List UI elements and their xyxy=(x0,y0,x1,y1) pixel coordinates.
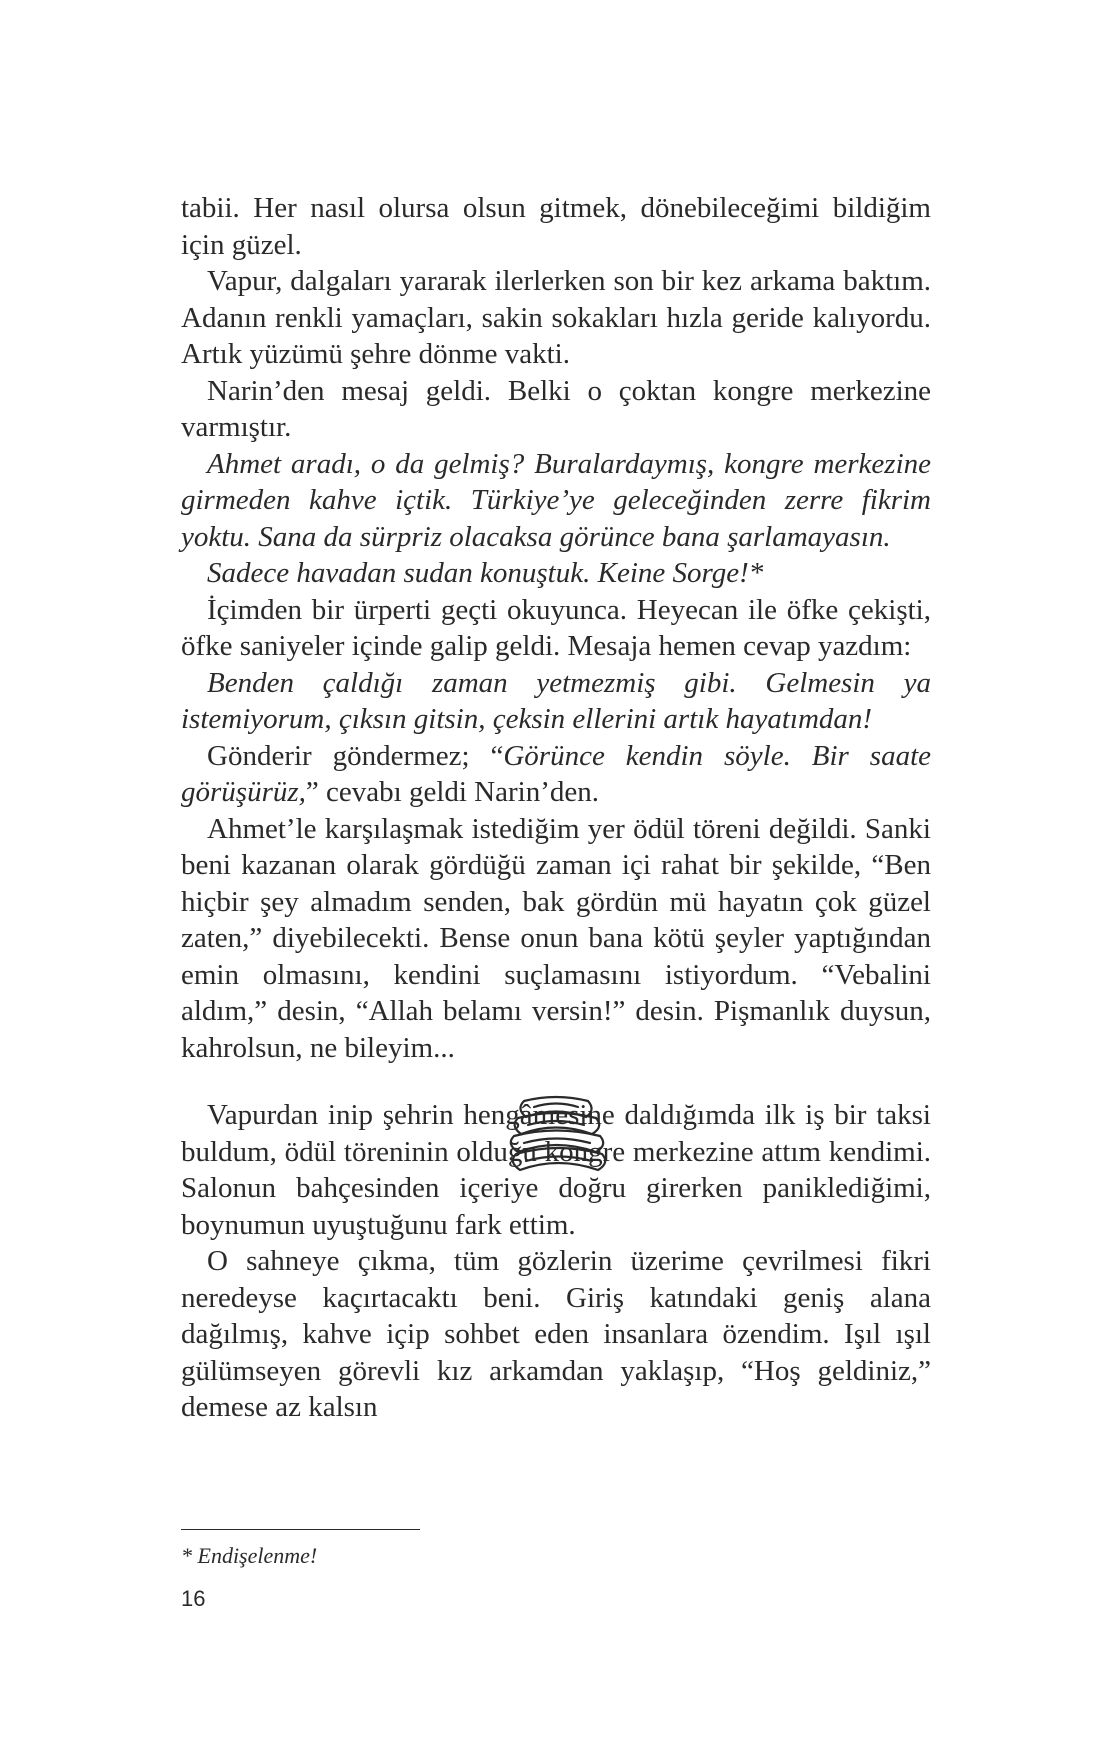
paragraph: O sahneye çıkma, tüm gözlerin üzerime çevrilmesi fikri neredeyse kaçırtacaktı beni. Giriş katındaki geniş alana dağılmış, kahve içip sohbet eden insanlara özendim. Işıl ışıl gülümseyen görevli kız arkamdan yaklaşıp, “Hoş geldiniz,” demese az kalsın xyxy=(181,1245,931,1423)
text-segment: Gönderir göndermez; “ xyxy=(207,739,504,772)
italic-quote: Görünce kendin söyle. Bir saate görüşürüz, xyxy=(181,739,931,808)
paragraph: Narin’den mesaj geldi. Belki o çoktan kongre merkezine varmıştır. xyxy=(181,374,931,443)
text-section-bottom xyxy=(181,1097,931,1426)
italic-message-paragraph: Ahmet aradı, o da gelmiş? Buralardaymış, kongre merkezine girmeden kahve içtik. Türkiye’ye geleceğinden zerre fikrim yoktu. Sana da sürpriz olacaksa görünce bana şarlamayasın. xyxy=(181,447,931,553)
text-segment: ” cevabı geldi Narin’den. xyxy=(305,776,599,808)
paragraph xyxy=(181,738,931,811)
paragraph: Vapurdan inip şehrin hengâmesine daldığımda ilk iş bir taksi buldum, ödül töreninin olduğu kongre merkezine attım kendimi. Salonun bahçesinden içeriye doğru girerken paniklediğimi, boynumun uyuştuğunu fark ettim. xyxy=(181,1099,931,1241)
footnote xyxy=(181,1542,317,1570)
footnote-text: * Endişelenme! xyxy=(181,1543,318,1568)
footnote-divider xyxy=(181,1529,420,1530)
paragraph: tabii. Her nasıl olursa olsun gitmek, dönebileceğimi bildiğim için güzel. xyxy=(181,192,931,261)
paragraph: Vapur, dalgaları yararak ilerlerken son bir kez arkama baktım. Adanın renkli yamaçları, sakin sokakları hızla geride kalıyordu. Artık yüzümü şehre dönme vakti. xyxy=(181,265,931,370)
italic-message-paragraph: Benden çaldığı zaman yetmezmiş gibi. Gelmesin ya istemiyorum, çıksın gitsin, çeksin ellerini artık hayatımdan! xyxy=(181,666,931,735)
paragraph: Ahmet’le karşılaşmak istediğim yer ödül töreni değildi. Sanki beni kazanan olarak gördüğü zaman içi rahat bir şekilde, “Ben hiçbir şey almadım senden, bak gördün mü hayatın çok güzel zaten,” diyebilecekti. Bense onun bana kötü şeyler yaptığından emin olmasını, kendini suçlamasını istiyordum. “Vebalini aldım,” desin, “Allah belamı versin!” desin. Pişmanlık duysun, kahrolsun, ne bileyim... xyxy=(181,812,931,1064)
paragraph: İçimden bir ürperti geçti okuyunca. Heyecan ile öfke çekişti, öfke saniyeler içinde galip geldi. Mesaja hemen cevap yazdım: xyxy=(181,593,931,662)
italic-message-paragraph: Sadece havadan sudan konuştuk. Keine Sorge!* xyxy=(207,557,764,589)
page-number: 16 xyxy=(181,1586,206,1611)
text-section-top xyxy=(181,190,931,1066)
